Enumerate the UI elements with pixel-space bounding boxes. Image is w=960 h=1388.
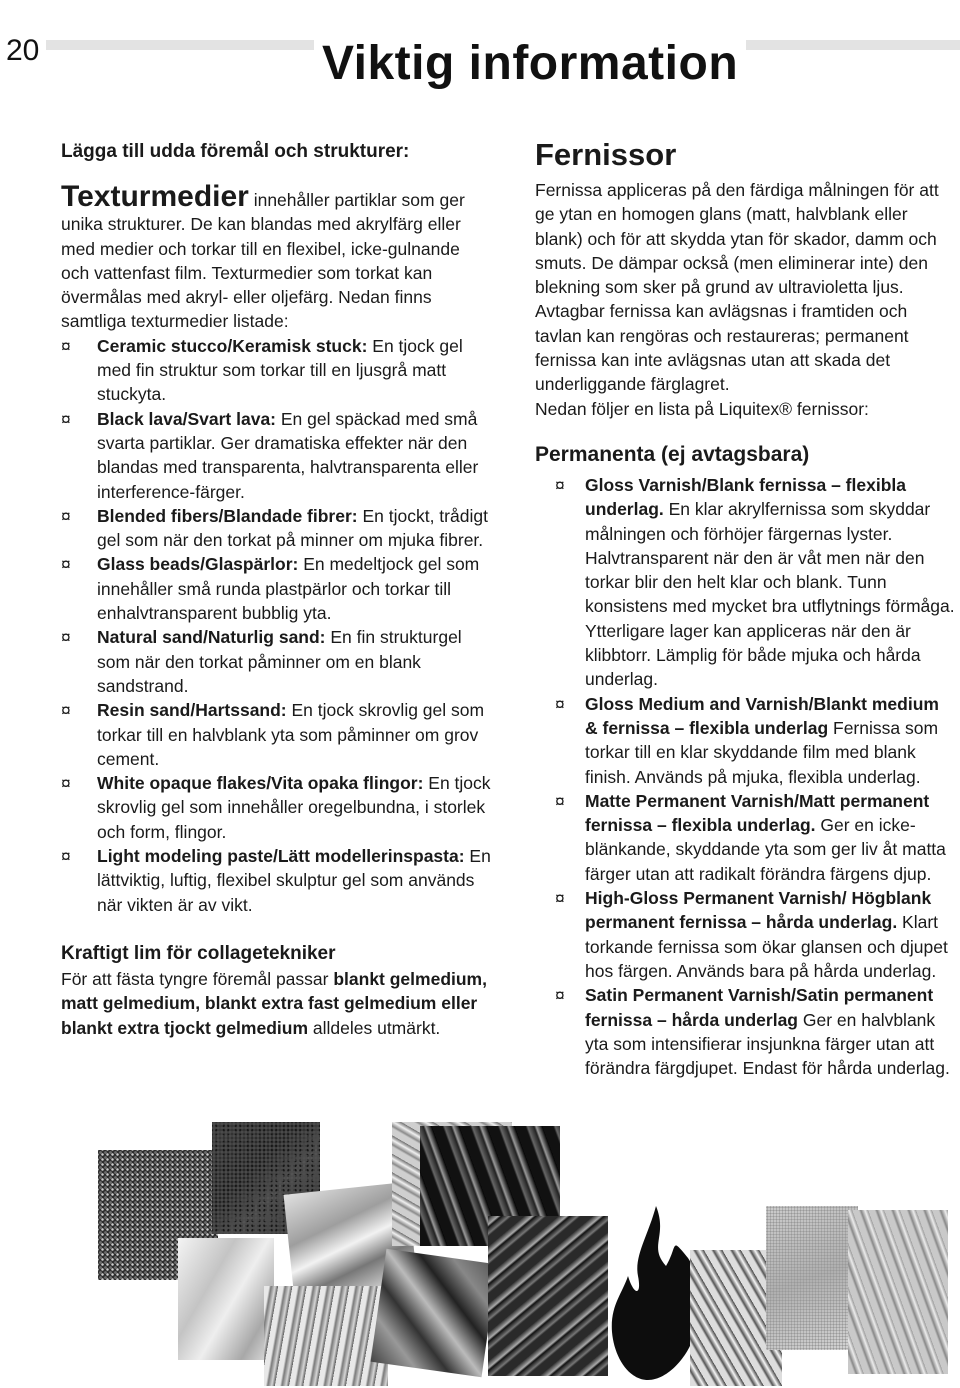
item-desc: Klart torkande fernissa som ökar glansen och djupet hos färgen. Används bara på hårda underlag.: [585, 912, 948, 981]
texture-swatch-ridges: [848, 1210, 948, 1374]
list-item: [555, 886, 955, 983]
item-desc: En lättviktig, luftig, flexibel skulptur gel som används när vikten är av vikt.: [97, 846, 491, 915]
texture-swatch-fibers: [264, 1286, 388, 1386]
collage-text: [61, 967, 491, 1040]
page-title: Viktig information: [314, 34, 746, 94]
collage-pre: För att fästa tyngre föremål passar: [61, 968, 334, 989]
item-name: Resin sand/Hartssand:: [97, 700, 287, 721]
item-name: Gloss Varnish/Blank fernissa – flexibla underlag.: [585, 474, 906, 520]
texture-swatch-sand: [766, 1206, 858, 1350]
texture-intro-term: Texturmedier: [61, 180, 249, 213]
list-item: [555, 983, 955, 1080]
item-desc: En medeltjock gel som innehåller små runda plastpärlor och torkar till enhalvtransparent bubblig yta.: [97, 554, 480, 624]
item-name: Satin Permanent Varnish/Satin permanent fernissa – hårda underlag: [585, 985, 934, 1030]
title-bar: [46, 37, 960, 90]
texture-swatch-stucco-light: [178, 1238, 274, 1360]
list-item: [61, 552, 491, 625]
item-desc: En klar akrylfernissa som skyddar målningen och förhöjer färgernas lyster. Halvtransparent när den är våt men när den torkar blir den helt klar och blank. Tunn konsistens med mycket bra utflytnings förmåga. Ytterligare lager kan appliceras när den är klibbtorr. Lämplig för både mjuka och hårda underlag.: [585, 499, 955, 690]
list-item: [555, 473, 955, 692]
item-name: Matte Permanent Varnish/Matt permanent fernissa – flexibla underlag.: [585, 790, 930, 836]
varnish-heading: Fernissor: [535, 137, 677, 172]
list-item: [61, 698, 491, 771]
item-desc: En tjockt, trådigt gel som när den torkat på minner om mjuka fibrer.: [97, 505, 488, 551]
list-item: [61, 334, 491, 407]
item-name: White opaque flakes/Vita opaka flingor:: [97, 773, 424, 794]
permanent-heading: Permanenta (ej avtagsbara): [535, 442, 810, 466]
varnish-list-intro: Nedan följer en lista på Liquitex® fernissor:: [535, 398, 869, 419]
list-item: [61, 771, 491, 844]
list-item: [555, 692, 955, 789]
item-name: Light modeling paste/Lätt modellerinspasta:: [97, 846, 465, 867]
item-name: Glass beads/Glaspärlor:: [97, 554, 299, 575]
texture-intro: [61, 182, 491, 334]
collage-bold: blankt gelmedium, matt gelmedium, blankt extra fast gelmedium eller blankt extra tjockt gelmedium: [61, 968, 487, 1038]
list-item: [61, 625, 491, 698]
collage-post: alldeles utmärkt.: [308, 1017, 441, 1038]
section-heading-textures: Lägga till udda föremål och strukturer:: [61, 141, 410, 162]
item-name: Blended fibers/Blandade fibrer:: [97, 505, 358, 526]
texture-list: [61, 334, 491, 917]
item-desc: Ger en icke-blänkande, skyddande yta som ger liv åt matta färger utan att radikalt förändra färgens djup.: [585, 815, 946, 884]
item-desc: En tjock gel med fin struktur som torkar till en ljusgrå matt stuckyta.: [97, 335, 463, 405]
item-name: Natural sand/Naturlig sand:: [97, 627, 326, 648]
item-desc: Ger en halvblank yta som intensifierar insjunkna färger utan att förändra färgdjupet. Endast för hårda underlag.: [585, 1009, 950, 1079]
left-column: [61, 140, 491, 1040]
list-item: [61, 407, 491, 504]
item-name: High-Gloss Permanent Varnish/ Högblank permanent fernissa – hårda underlag.: [585, 888, 932, 933]
varnish-intro: Fernissa appliceras på den färdiga målningen för att ge ytan en homogen glans (matt, halvblank eller blank) och för att skydda ytan för skador, damm och smuts. De dämpar också (men eliminerar inte) den blekning som sker på grund av ultravioletta ljus. Avtagbar fernissa kan avlägsnas i framtiden och tavlan kan rengöras och restaureras; permanent fernissa kan inte avlägsnas utan att skada det underliggande färglagret.: [535, 180, 939, 395]
item-desc: En fin strukturgel som när den torkat påminner om en blank sandstrand.: [97, 627, 462, 696]
item-desc: Fernissa som torkar till en klar skyddande film med blank finish. Används på mjuka, flexibla underlag.: [585, 717, 939, 787]
list-item: [61, 504, 491, 553]
texture-intro-text: innehåller partiklar som ger unika strukturer. De kan blandas med akrylfärg eller med medier och torkar till en flexibel, icke-gulnande och vattenfast film. Texturmedier som torkat kan övermålas med akryl- eller oljefärg. Nedan finns samtliga texturmedier listade:: [61, 190, 465, 332]
item-desc: En gel späckad med små svarta partiklar. Ger dramatiska effekter när den blandas med transparenta, halvtransparenta eller interference-färger.: [97, 408, 479, 502]
item-name: Black lava/Svart lava:: [97, 408, 277, 429]
texture-swatch-flakes: [371, 1249, 498, 1377]
list-item: [555, 789, 955, 886]
texture-swatch-dark-grain: [488, 1216, 608, 1376]
item-desc: En tjock skrovlig gel som innehåller oregelbundna, i storlek och form, flingor.: [97, 773, 491, 842]
page-number: 20: [6, 34, 40, 67]
item-name: Ceramic stucco/Keramisk stuck:: [97, 335, 368, 356]
collage-heading: Kraftigt lim för collagetekniker: [61, 942, 336, 964]
list-item: [61, 844, 491, 917]
item-name: Gloss Medium and Varnish/Blankt medium & fernissa – flexibla underlag: [585, 693, 939, 738]
item-desc: En tjock skrovlig gel som torkar till en halvblank yta som påminner om grov cement.: [97, 700, 485, 769]
varnish-list: [535, 473, 955, 1080]
right-column: [535, 138, 955, 1080]
